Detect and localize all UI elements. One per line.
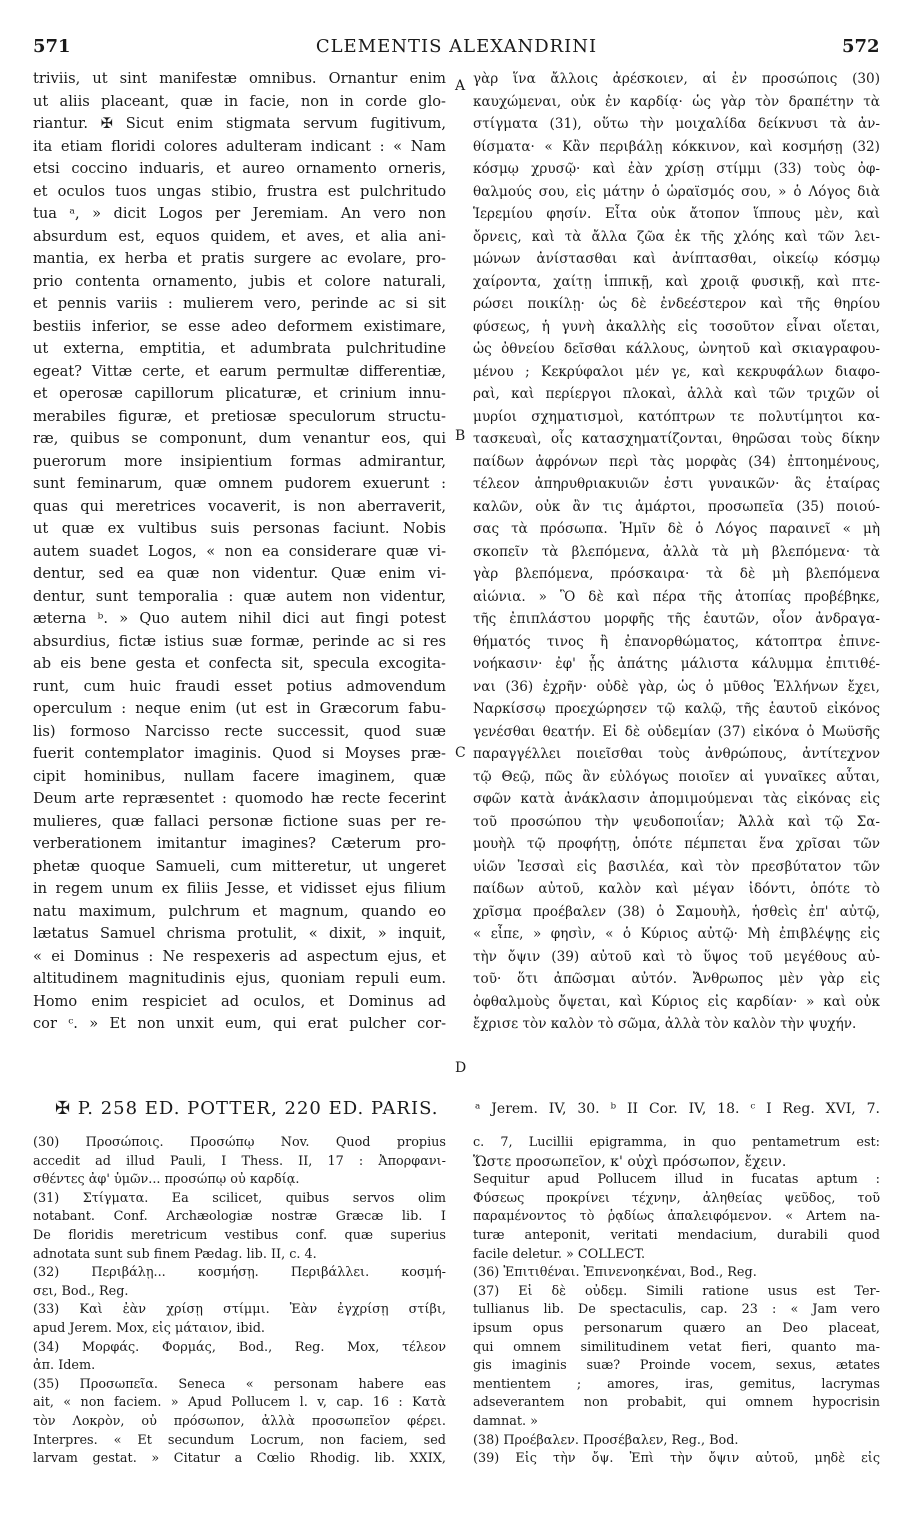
footnote-line: (36) Ἐπιτιθέναι. Ἐπινενοηκέναι, Bod., Reg. [473, 1265, 757, 1281]
footnote-line: qui omnem similitudinem vetat fieri, quanto ma- [473, 1339, 880, 1355]
footnote-line: turæ anteponit, veritati mendacium, durabili quod [473, 1227, 880, 1243]
footnote-line: Sequitur apud Pollucem illud in fucatas aptum : [473, 1172, 880, 1188]
text-line: ἔχρισε τὸν καλὸν τὸ σῶμα, ἀλλὰ τὸν καλὸν τὴν ψυχήν. [473, 1016, 857, 1032]
text-line: etsi coccino induaris, et aureo ornamento orneris, [33, 160, 446, 177]
text-line: ræ, quibus se componunt, dum venantur eos, qui [33, 430, 446, 447]
footnote-line: σθέντες ἀφ' ὑμῶν... προσώπῳ οὐ καρδίᾳ. [33, 1172, 300, 1188]
text-line: γὰρ βλεπόμενα, πρόσκαιρα· τὰ δὲ μὴ βλεπόμενα [473, 566, 880, 582]
footnote-line: De floridis meretricum vestibus conf. quæ superius [33, 1227, 446, 1243]
edition-reference: ✠ P. 258 ED. POTTER, 220 ED. PARIS. [55, 1098, 439, 1119]
footnotes-left [33, 1134, 446, 1469]
text-line: merabiles figuræ, et pretiosæ speculorum structu- [33, 407, 446, 425]
text-line: cipit hominibus, nullam facere imaginem, quæ [33, 767, 446, 785]
text-line: Ἱερεμίου φησίν. Εἶτα οὐκ ἄτοπον ἵππους μὲν, καὶ [473, 206, 880, 222]
text-line: υἱῶν Ἰεσσαὶ εἰς βασιλέα, καὶ τὸν πρεσβύτατον τῶν [473, 858, 880, 875]
text-line: « εἶπε, » φησὶν, « ὁ Κύριος αὐτῷ· Μὴ ἐπιβλέψῃς εἰς [473, 926, 880, 942]
text-line: puerorum more insipientium formas admirantur, [33, 452, 446, 470]
text-line: ὀφθαλμοὺς ὄψεται, καὶ Κύριος εἰς καρδίαν· » καὶ οὐκ [473, 993, 880, 1010]
footnote-line: (35) Προσωπεῖα. Seneca « personam habere eas [33, 1376, 446, 1392]
right-page-number: 572 [842, 36, 880, 57]
footnote-line: (38) Προέβαλεν. Προσέβαλεν, Reg., Bod. [473, 1432, 739, 1448]
text-line: et oculos tuos ungas stibio, frustra est pulchritudo [33, 182, 446, 200]
text-line: χαίροντα, χαίτῃ ἱππικῇ, καὶ χροιᾷ φυσικῇ, καὶ πτε- [473, 273, 880, 290]
footnote-line: τὸν Λοκρὸν, οὐ πρόσωπον, ἀλλὰ προσωπεῖον φέρει. [33, 1413, 446, 1429]
text-line: ὄρνεις, καὶ τὰ ἄλλα ζῶα ἐκ τῆς χλόης καὶ τῶν λει- [473, 228, 880, 245]
footnote-line: Φύσεως προκρίνει τέχνην, ἀληθείας ψεῦδος, τοῦ [473, 1190, 880, 1206]
text-line: ut externa, emptitia, et adumbrata pulchritudine [33, 340, 446, 357]
text-line: μώνων ἀνίστασθαι καὶ ἀνίπτασθαι, οἰκείῳ κόσμῳ [473, 251, 880, 267]
text-line: Ναρκίσσῳ προεχώρησεν τῷ καλῷ, τῆς ἑαυτοῦ εἰκόνος [473, 701, 880, 717]
text-line: μυρίοι σχηματισμοὶ, κατόπτρων τε πολυτίμητοι κα- [473, 408, 880, 425]
footnote-line: ait, « non faciem. » Apud Pollucem l. v, cap. 16 : Κατὰ [33, 1395, 446, 1411]
text-line: ita etiam floridi colores adulteram indicant : « Nam [33, 137, 446, 155]
footnotes-right [473, 1134, 880, 1469]
text-line: ρώσει ποικίλῃ· ὡς δὲ ἐνδεέστερον καὶ τῆς θηρίου [473, 296, 880, 312]
margin-marker-c: C [455, 745, 466, 761]
text-line: τοῦ προσώπου τὴν ψευδοποιΐαν; Ἀλλὰ καὶ τῷ Σα- [473, 813, 880, 830]
text-line: θαλμούς σου, εἰς μάτην ὁ ὡραϊσμός σου, » ὁ Λόγος διὰ [473, 183, 880, 200]
text-line: mulieres, quæ fallaci personæ fictione suas per re- [33, 812, 446, 830]
text-line: ut aliis placeant, quæ in facie, non in corde glo- [33, 92, 446, 110]
text-line: φύσεως, ἡ γυνὴ ἀκαλλὴς εἰς τοσοῦτον εἶναι οἴεται, [473, 318, 880, 335]
margin-marker-b: B [455, 428, 466, 444]
text-line: ναι (36) ἐχρῆν· οὐδὲ γὰρ, ὡς ὁ μῦθος Ἑλλήνων ἔχει, [473, 678, 880, 695]
footnote-line: mentientem ; amores, iras, gemitus, lacrymas [473, 1376, 880, 1392]
text-line: σκοπεῖν τὰ βλεπόμενα, ἀλλὰ τὰ μὴ βλεπόμενα· τὰ [473, 543, 880, 560]
footnote-line: σει, Bod., Reg. [33, 1283, 129, 1299]
text-line: riantur. ✠ Sicut enim stigmata servum fugitivum, [33, 115, 446, 132]
text-line: σας τὰ πρόσωπα. Ἡμῖν δὲ ὁ Λόγος παραινεῖ « μὴ [473, 521, 880, 537]
text-line: τῷ Θεῷ, πῶς ἂν εὐλόγως ποιοῖεν αἱ γυναῖκες αὗται, [473, 768, 880, 785]
text-line: runt, cum huic fraudi esset potius admovendum [33, 677, 446, 695]
text-line: cor ᶜ. » Et non unxit eum, qui erat pulcher cor- [33, 1015, 446, 1032]
text-line: æterna ᵇ. » Quo autem nihil dici aut fingi potest [33, 610, 446, 627]
text-line: « ei Dominus : Ne respexeris ad aspectum ejus, et [33, 947, 446, 965]
text-line: et pennis variis : mulierem vero, perinde ac si sit [33, 295, 446, 312]
text-line: phetæ quoque Samueli, cum mitteretur, ut ungeret [33, 857, 446, 875]
text-line: tua ᵃ, » dicit Logos per Jeremiam. An vero non [33, 205, 446, 222]
text-line: operculum : neque enim (ut est in Græcorum fabu- [33, 700, 446, 717]
margin-marker-a: A [455, 78, 466, 94]
text-line: Homo enim respiciet ad oculos, et Dominus ad [33, 992, 446, 1010]
text-line: ὡς ὀθνείου δεῖσθαι κάλλους, ὠνητοῦ καὶ σκιαγραφου- [473, 341, 880, 357]
text-line: τοῦ· ὅτι ἀπῶσμαι αὐτόν. Ἄνθρωπος μὲν γὰρ εἰς [473, 971, 880, 987]
footnote-line: notabant. Conf. Archæologiæ nostræ Græcæ lib. I [33, 1209, 446, 1225]
text-line: verberationem imitantur imagines? Cæterum pro- [33, 835, 446, 852]
text-line: τῆς ἐπιπλάστου μορφῆς τῆς ἑαυτῶν, οἷον ἀνδραγα- [473, 611, 880, 627]
latin-column [33, 68, 446, 1036]
text-line: θίσματα· « Κἂν περιβάλῃ κόκκινον, καὶ κοσμήσῃ (32) [473, 138, 880, 155]
margin-marker-d: D [455, 1060, 467, 1076]
footnote-line: (31) Στίγματα. Ea scilicet, quibus servos olim [33, 1190, 446, 1206]
text-line: bestiis inferior, se esse adeo deformem existimare, [33, 317, 446, 335]
text-line: lis) formoso Narcisso recte successit, quod suæ [33, 722, 446, 740]
footnote-line: ipsum opus personarum quæro an Deo placeat, [473, 1320, 880, 1336]
running-title: CLEMENTIS ALEXANDRINI [315, 36, 598, 57]
footnote-line: (32) Περιβάλῃ... κοσμήσῃ. Περιβάλλει. κοσμή- [33, 1265, 446, 1281]
text-line: γὰρ ἵνα ἄλλοις ἀρέσκοιεν, αἱ ἐν προσώποις (30) [473, 71, 880, 87]
footnote-line: Ὥστε προσωπεῖον, κ' οὐχὶ πρόσωπον, ἔχειν. [473, 1153, 787, 1170]
text-line: fuerit contemplator imaginis. Quod si Moyses præ- [33, 745, 446, 762]
text-line: χρῖσμα προέβαλεν (38) ὁ Σαμουὴλ, ἡσθεὶς ἐπ' αὐτῷ, [473, 903, 880, 920]
footnote-line: tullianus lib. De spectaculis, cap. 23 : « Jam vero [473, 1302, 880, 1318]
text-line: αἰώνια. » Ὃ δὲ καὶ πέρα τῆς ἀτοπίας προβέβηκε, [473, 588, 880, 605]
footnote-line: adseverantem non probabit, qui omnem hypocrisin [473, 1395, 880, 1411]
text-line: absurdius, fictæ istius suæ formæ, perinde ac si res [33, 632, 446, 650]
text-line: τέλεον ἀπηρυθριακυιῶν ἐστι γυναικῶν· ἃς ἑταίρας [473, 476, 880, 492]
footnote-line: ἀπ. Idem. [33, 1358, 96, 1374]
text-line: μένου ; Κεκρύφαλοι μέν γε, καὶ κεκρυφάλων διαφο- [473, 363, 880, 380]
text-line: lætatus Samuel chrisma protulit, « dixit, » inquit, [33, 925, 446, 942]
text-line: natu maximum, pulchrum et magnum, quando eo [33, 902, 446, 920]
footnote-line: apud Jerem. Mox, εἰς μάταιον, ibid. [33, 1320, 265, 1336]
text-line: quas qui meretrices vocaverit, is non aberraverit, [33, 497, 446, 515]
page-header [0, 0, 913, 62]
text-line: τὴν ὄψιν (39) αὐτοῦ καὶ τὸ ὕψος τοῦ μεγέθους αὐ- [473, 948, 880, 965]
text-line: γενέσθαι θεατήν. Εἰ δὲ οὐδεμίαν (37) εἰκόνα ὁ Μωϋσῆς [473, 723, 880, 740]
footnote-line: c. 7, Lucillii epigramma, in quo pentametrum est: [473, 1135, 880, 1150]
text-line: autem suadet Logos, « non ea considerare quæ vi- [33, 542, 446, 560]
footnote-line: (34) Μορφάς. Φορμάς, Bod., Reg. Mox, τέλεον [33, 1339, 446, 1355]
text-line: absurdum est, equos quidem, et aves, et alia ani- [33, 227, 446, 245]
text-line: παίδων αὐτοῦ, καλὸν καὶ μέγαν ἰδόντι, ὁπότε τὸ [473, 881, 880, 897]
scripture-references: ᵃ Jerem. IV, 30. ᵇ II Cor. IV, 18. ᶜ I Reg. XVI, 7. [475, 1101, 880, 1117]
text-line: μουὴλ τῷ προφήτῃ, ὁπότε πέμπεται ἕνα χρῖσαι τῶν [473, 836, 880, 852]
footnote-line: Interpres. « Et secundum Locrum, non faciem, sed [33, 1432, 446, 1448]
text-line: prio contenta ornamento, jubis et colore naturali, [33, 272, 446, 290]
left-page-number: 571 [33, 36, 71, 57]
footnote-line: (39) Εἰς τὴν ὄψ. Ἐπὶ τὴν ὄψιν αὐτοῦ, μηδὲ εἰς [473, 1451, 880, 1467]
text-line: sunt feminarum, quæ omnem pudorem exuerunt : [33, 475, 446, 492]
text-line: dentur, sunt temporalia : quæ autem non videntur, [33, 587, 446, 605]
footnote-line: παραμένοντος τὸ ῥᾳδίως ἀπαλειφόμενον. « Artem na- [473, 1209, 880, 1225]
text-line: ab eis bene gesta et confecta sit, specula excogita- [33, 655, 446, 672]
text-line: παίδων ἀφρόνων περὶ τὰς μορφὰς (34) ἐπτοημένους, [473, 453, 880, 470]
text-line: ραὶ, καὶ περίεργοι πλοκαὶ, ἀλλὰ καὶ τῶν τριχῶν οἱ [473, 386, 880, 402]
text-line: παραγγέλλει ποιεῖσθαι τοὺς ἀνθρώπους, ἀντίτεχνον [473, 746, 880, 762]
footnote-line: (33) Καὶ ἐὰν χρίσῃ στίμμι. Ἐὰν ἐγχρίσῃ στίβι, [33, 1302, 446, 1318]
text-line: σφῶν κατὰ ἀνάκλασιν ἀπομιμούμεναι τὰς εἰκόνας εἰς [473, 791, 880, 807]
text-line: νοήκασιν· ἐφ' ᾗς ἀπάτης μάλιστα κάλυμμα ἐπιτιθέ- [473, 656, 880, 672]
text-line: καλῶν, οὐκ ἂν τις ἁμάρτοι, προσωπεῖα (35) ποιού- [473, 498, 880, 515]
footnote-line: gis imaginis suæ? Proinde vocem, sexus, ætates [473, 1358, 880, 1374]
footnote-line: adnotata sunt sub finem Pædag. lib. II, c. 4. [33, 1246, 317, 1262]
text-line: κόσμῳ χρυσῷ· καὶ ἐὰν χρίσῃ στίμμι (33) τοὺς ὀφ- [473, 161, 880, 177]
text-line: mantia, ex herba et pratis surgere ac evolare, pro- [33, 250, 446, 267]
text-line: καυχώμεναι, οὐκ ἐν καρδίᾳ· ὡς γὰρ τὸν δραπέτην τὰ [473, 93, 880, 110]
footnote-line: damnat. » [473, 1413, 538, 1429]
text-line: in regem unum ex filiis Jesse, et vidisset ejus filium [33, 880, 446, 897]
text-line: altitudinem magnitudinis ejus, quoniam repuli eum. [33, 970, 446, 987]
text-line: θήματός τινος ἢ ἐπανορθώματος, κάτοπτρα ἐπινε- [473, 633, 880, 650]
footnote-line: facile deletur. » COLLECT. [473, 1246, 646, 1262]
text-line: στίγματα (31), οὕτω τὴν μοιχαλίδα δείκνυσι τὰ ἀν- [473, 116, 880, 132]
text-line: τασκευαὶ, οἷς κατασχηματίζονται, θηρῶσαι τοὺς δίκην [473, 431, 880, 447]
text-line: dentur, sed ea quæ non videntur. Quæ enim vi- [33, 565, 446, 582]
text-line: egeat? Vittæ certe, et earum permultæ differentiæ, [33, 362, 446, 380]
footnote-line: (37) Εἰ δὲ οὐδεμ. Simili ratione usus est Ter- [473, 1283, 880, 1299]
text-line: triviis, ut sint manifestæ omnibus. Ornantur enim [33, 70, 446, 87]
text-line: et operosæ capillorum plicaturæ, et crinium innu- [33, 385, 446, 402]
footnote-line: (30) Προσώποις. Προσώπῳ Nov. Quod propius [33, 1135, 446, 1150]
footnote-line: accedit ad illud Pauli, I Thess. II, 17 : Ἀπορφανι- [33, 1153, 446, 1169]
footnote-line: larvam gestat. » Citatur a Cœlio Rhodig. lib. XXIX, [33, 1451, 446, 1467]
greek-column [473, 68, 880, 1036]
text-line: ut quæ ex vultibus suis personas faciunt. Nobis [33, 520, 446, 537]
text-line: Deum arte repræsentet : quomodo hæ recte fecerint [33, 790, 446, 807]
